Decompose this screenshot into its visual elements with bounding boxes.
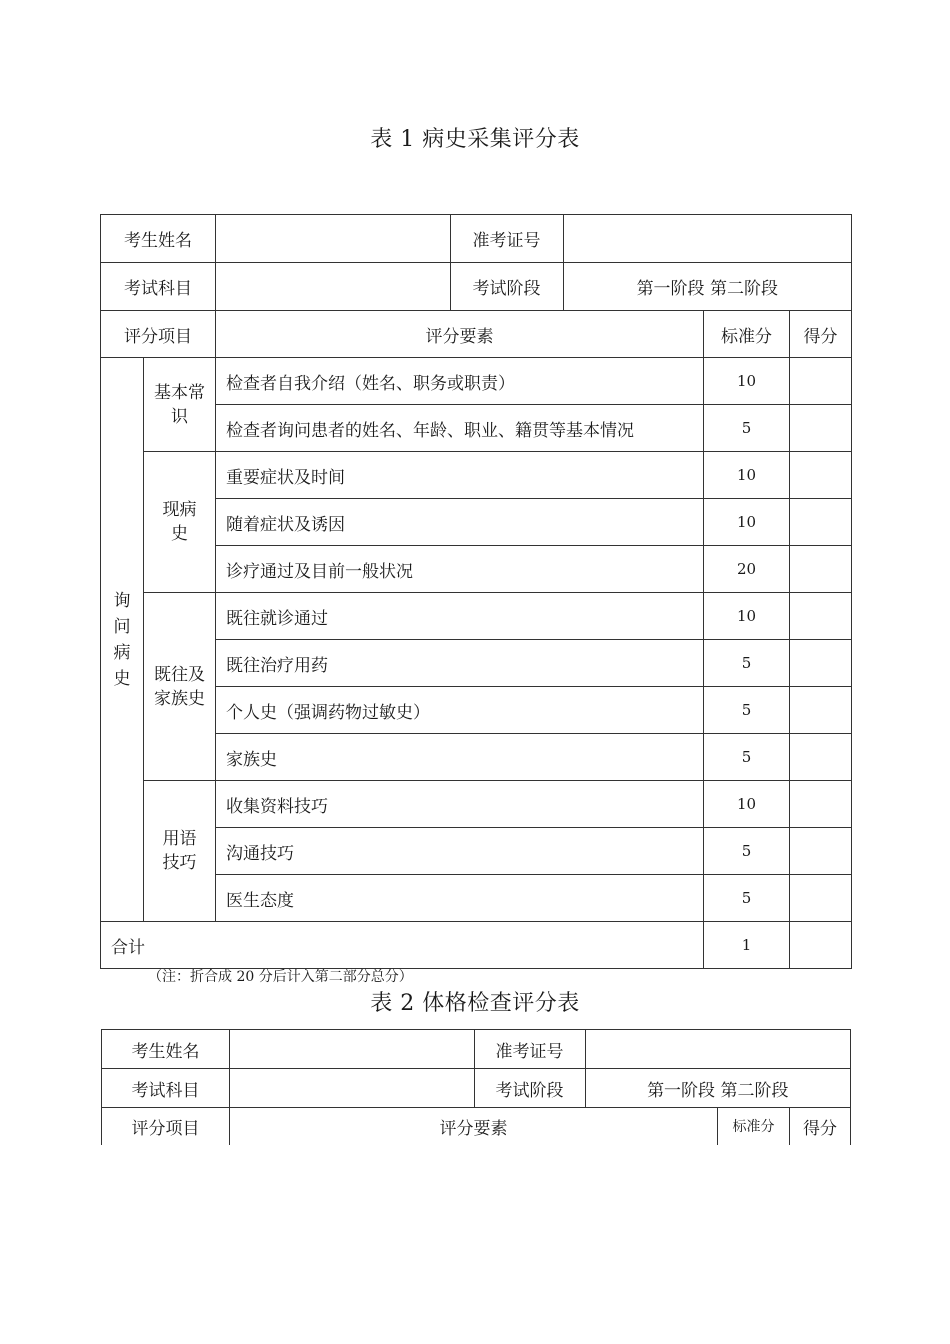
name-field[interactable] xyxy=(230,1030,474,1068)
standard-cell: 5 xyxy=(704,640,790,687)
standard-cell: 5 xyxy=(704,405,790,452)
score-cell[interactable] xyxy=(790,734,852,781)
element-header: 评分要素 xyxy=(230,1108,718,1145)
subject-label: 考试科目 xyxy=(102,1069,230,1108)
score-cell[interactable] xyxy=(790,546,852,593)
score-cell[interactable] xyxy=(790,358,852,405)
score-cell[interactable] xyxy=(790,499,852,546)
score-cell[interactable] xyxy=(790,640,852,687)
standard-cell: 5 xyxy=(704,875,790,922)
id-field[interactable] xyxy=(563,215,851,262)
score-cell[interactable] xyxy=(790,687,852,734)
standard-cell: 10 xyxy=(704,593,790,640)
score-cell[interactable] xyxy=(790,405,852,452)
subject-label: 考试科目 xyxy=(101,263,216,311)
stage-value[interactable]: 第一阶段 第二阶段 xyxy=(647,1080,789,1101)
element-cell: 诊疗通过及目前一般状况 xyxy=(216,546,704,593)
element-cell: 检查者询问患者的姓名、年龄、职业、籍贯等基本情况 xyxy=(216,405,704,452)
group-communication-skills: 用语技巧 xyxy=(144,781,216,922)
name-label: 考生姓名 xyxy=(101,215,216,263)
score-cell[interactable] xyxy=(790,828,852,875)
standard-cell: 10 xyxy=(704,452,790,499)
table1-title: 表 1 病史采集评分表 xyxy=(370,127,580,152)
element-cell: 收集资料技巧 xyxy=(216,781,704,828)
standard-cell: 10 xyxy=(704,358,790,405)
standard-header: 标准分 xyxy=(718,1108,790,1145)
stage-label: 考试阶段 xyxy=(474,1069,585,1107)
element-header: 评分要素 xyxy=(216,311,704,358)
id-label: 准考证号 xyxy=(474,1030,585,1068)
total-label: 合计 xyxy=(101,922,704,969)
subject-field[interactable] xyxy=(230,1069,474,1107)
subject-field[interactable] xyxy=(216,263,450,310)
table2-title: 表 2 体格检查评分表 xyxy=(370,991,580,1016)
physical-exam-score-table xyxy=(101,1029,851,1145)
main-category: 询问病史 xyxy=(101,358,144,922)
name-field[interactable] xyxy=(216,215,450,262)
element-cell: 家族史 xyxy=(216,734,704,781)
standard-cell: 5 xyxy=(704,687,790,734)
item-header: 评分项目 xyxy=(102,1108,230,1145)
total-value: 1 xyxy=(704,922,790,969)
standard-header: 标准分 xyxy=(704,311,790,358)
standard-cell: 10 xyxy=(704,781,790,828)
standard-cell: 5 xyxy=(704,734,790,781)
score-cell[interactable] xyxy=(790,875,852,922)
score-header: 得分 xyxy=(790,1108,851,1145)
stage-value[interactable]: 第一阶段 第二阶段 xyxy=(636,279,778,299)
standard-cell: 20 xyxy=(704,546,790,593)
item-header: 评分项目 xyxy=(101,311,216,358)
score-cell[interactable] xyxy=(790,593,852,640)
element-cell: 重要症状及时间 xyxy=(216,452,704,499)
id-field[interactable] xyxy=(585,1030,850,1068)
total-score-cell[interactable] xyxy=(790,922,852,969)
table1-note: （注：折合成 20 分后计入第二部分总分） xyxy=(148,969,413,985)
group-present-illness: 现病史 xyxy=(144,452,216,593)
element-cell: 沟通技巧 xyxy=(216,828,704,875)
id-label: 准考证号 xyxy=(450,215,563,262)
element-cell: 检查者自我介绍（姓名、职务或职责） xyxy=(216,358,704,405)
score-header: 得分 xyxy=(790,311,852,358)
element-cell: 医生态度 xyxy=(216,875,704,922)
name-label: 考生姓名 xyxy=(102,1030,230,1069)
element-cell: 既往治疗用药 xyxy=(216,640,704,687)
group-basic: 基本常识 xyxy=(144,358,216,452)
score-cell[interactable] xyxy=(790,452,852,499)
element-cell: 个人史（强调药物过敏史） xyxy=(216,687,704,734)
standard-cell: 10 xyxy=(704,499,790,546)
score-cell[interactable] xyxy=(790,781,852,828)
element-cell: 既往就诊通过 xyxy=(216,593,704,640)
history-taking-score-table xyxy=(100,214,852,969)
stage-label: 考试阶段 xyxy=(450,263,563,310)
group-past-family-history: 既往及家族史 xyxy=(144,593,216,781)
standard-cell: 5 xyxy=(704,828,790,875)
element-cell: 随着症状及诱因 xyxy=(216,499,704,546)
